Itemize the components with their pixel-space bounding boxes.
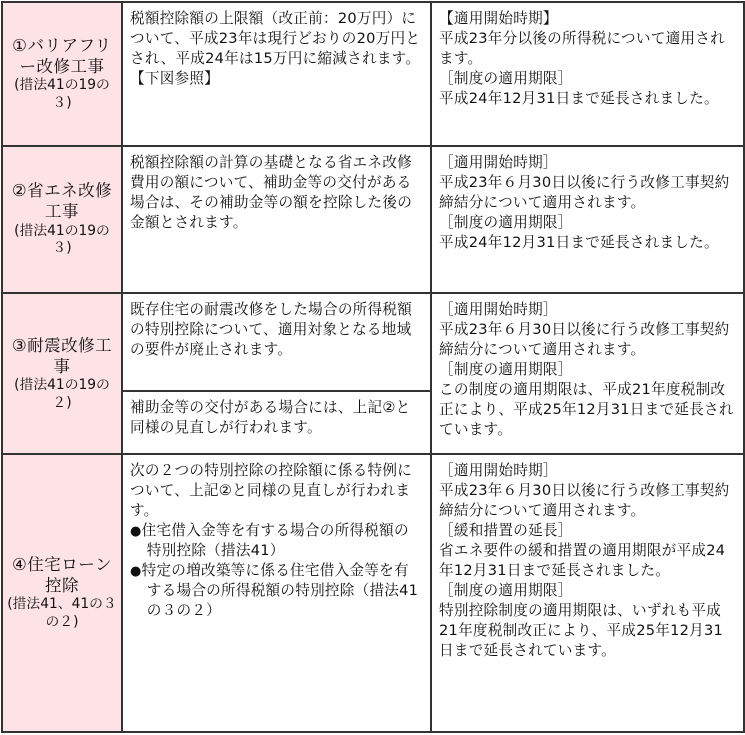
row-header-housing-loan <box>2 454 122 732</box>
period-line: 【適用開始時期】 <box>439 10 558 27</box>
row-header-name: ②省エネ改修工事 <box>11 181 113 222</box>
row-period-cell <box>431 146 744 294</box>
period-line: 平成23年６月30日以後に行う改修工事契約締結分について適用されます。 <box>439 173 730 211</box>
row-content-cell <box>122 2 431 146</box>
list-item-text: 特定の増改築等に係る住宅借入金等を有する場合の所得税額の特別控除（措法41の３の２） <box>141 561 419 619</box>
period-line: ［適用開始時期］ <box>439 153 558 171</box>
row-content-text: 補助金等の交付がある場合には、上記②と同様の見直しが行われます。 <box>130 399 411 437</box>
row-content-cell <box>122 391 431 454</box>
row-period-cell <box>431 2 744 146</box>
row-header-barrier-free <box>2 2 122 146</box>
bullet-icon: ● <box>130 563 142 579</box>
table-row <box>2 146 744 294</box>
list-item <box>130 521 423 561</box>
table-row <box>2 2 744 146</box>
row-header-ref: (措法41、41の３の２) <box>7 596 117 631</box>
period-line: 平成24年12月31日まで延長されました。 <box>439 89 719 107</box>
row-header-ref: (措法41の19の２) <box>14 376 110 411</box>
row-period-cell <box>431 454 744 732</box>
row-header-ref: (措法41の19の３) <box>14 76 110 111</box>
period-line: ［適用開始時期］ <box>439 301 558 319</box>
period-line: ［適用開始時期］ <box>439 461 558 479</box>
row-content-cell <box>122 293 431 391</box>
period-line: 平成24年12月31日まで延長されました。 <box>439 233 719 251</box>
period-line: 平成23年６月30日以後に行う改修工事契約締結分について適用されます。 <box>439 481 730 519</box>
period-line: ［制度の適用期限］ <box>439 213 573 231</box>
period-line: ［緩和措置の延長］ <box>439 521 573 539</box>
period-line: ［制度の適用期限］ <box>439 581 573 599</box>
list-item-text: 住宅借入金等を有する場合の所得税額の特別控除（措法41） <box>141 521 409 559</box>
period-line: 平成23年分以後の所得税について適用されます。 <box>439 29 725 67</box>
period-line: この制度の適用期限は、平成21年度税制改正により、平成25年12月31日まで延長されています。 <box>439 381 734 439</box>
row-header-energy-saving <box>2 146 122 294</box>
row-content-text: 税額控除額の上限額（改正前：20万円）について、平成23年は現行どおりの20万円とされ、平成24年は15万円に縮減されます。【下図参照】 <box>130 10 421 87</box>
row-header-name: ④住宅ローン控除 <box>12 554 112 596</box>
period-line: 平成23年６月30日以後に行う改修工事契約締結分について適用されます。 <box>439 321 730 359</box>
row-header-ref: (措法41の19の３) <box>14 222 110 257</box>
row-header-name: ①バリアフリー改修工事 <box>12 35 112 76</box>
tax-reform-table <box>1 1 745 733</box>
row-content-cell <box>122 146 431 294</box>
table-row <box>2 454 744 732</box>
row-header-seismic <box>2 293 122 454</box>
row-content-text: 次の２つの特別控除の控除額に係る特例について、上記②と同様の見直しが行われます。 <box>130 461 413 519</box>
row-header-name: ③耐震改修工事 <box>11 335 113 376</box>
row-content-text: 税額控除額の計算の基礎となる省エネ改修費用の額について、補助金等の交付がある場合は、その補助金等の額を控除した後の金額とされます。 <box>130 153 413 231</box>
row-content-cell <box>122 454 431 732</box>
period-line: 省エネ要件の緩和措置の適用期限が平成24年12月31日まで延長されました。 <box>439 541 726 579</box>
table-row <box>2 293 744 391</box>
period-line: 特別控除制度の適用期限は、いずれも平成21年度税制改正により、平成25年12月31日まで延長されています。 <box>439 601 724 659</box>
row-period-cell <box>431 293 744 454</box>
row-content-text: 既存住宅の耐震改修をした場合の所得税額の特別控除について、適用対象となる地域の要件が廃止されます。 <box>130 301 413 359</box>
list-item <box>130 561 423 621</box>
period-line: ［制度の適用期限］ <box>439 361 573 379</box>
bullet-icon: ● <box>130 523 142 539</box>
period-line: ［制度の適用期限］ <box>439 69 573 87</box>
